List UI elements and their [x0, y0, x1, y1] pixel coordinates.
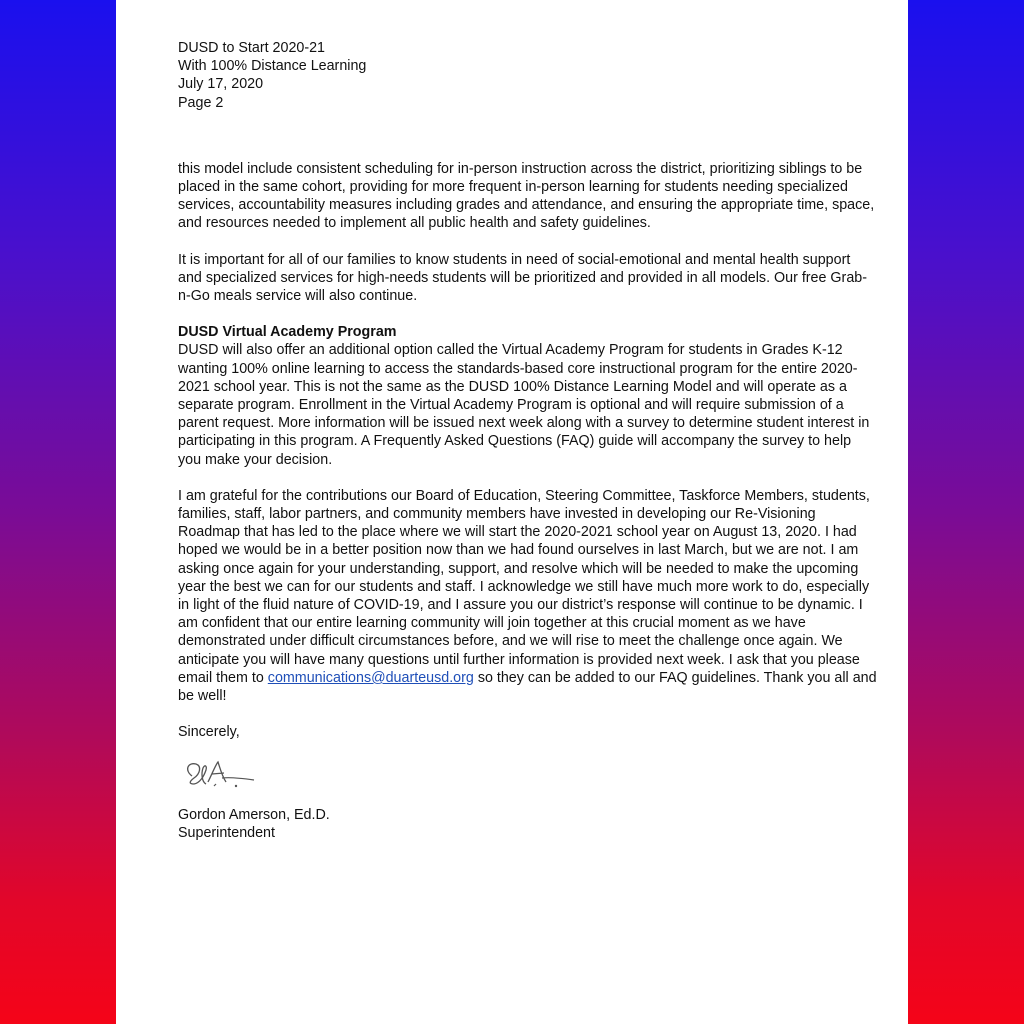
spacer — [178, 233, 878, 251]
header-title: DUSD to Start 2020-21 — [178, 40, 326, 56]
handwritten-signature — [178, 756, 878, 798]
section-title-virtual-academy: DUSD Virtual Academy Program — [178, 324, 397, 341]
signature-image — [178, 756, 268, 798]
salutation: Sincerely, — [178, 724, 240, 741]
spacer — [178, 305, 878, 323]
paragraph-support-services: It is important for all of our families to know students in need of social-emotional and mental health support and specialized services for high-needs students will be prioritized and provided in all models. Our free Grab-n-Go meals service will also continue. — [178, 251, 867, 305]
letter-page — [116, 0, 908, 1024]
header-subtitle: With 100% Distance Learning — [178, 58, 367, 75]
paragraph-gratitude — [178, 487, 878, 705]
header-page-number: Page 2 — [178, 94, 224, 111]
paragraph-model-details: this model include consistent scheduling for in-person instruction across the district, prioritizing siblings to be placed in the same cohort, providing for more frequent in-person learning for students needing specialized services, accountability measures including grades and attendance, and ensuring the appropriate time, space, and resources needed to implement all public health and safety guidelines. — [178, 160, 875, 232]
email-link[interactable]: communications@duarteusd.org — [267, 669, 474, 686]
gratitude-text: I am grateful for the contributions our Board of Education, Steering Committee, Taskforce Members, students, families, staff, labor partners, and community members have invested in developing our Re-Visioning Roadmap that has led to the place where we will start the 2020-2021 school year on August 13, 2020. I had hoped we would be in a better position now than we had found ourselves in last March, but we are not. I am asking once again for your understanding, support, and resolve which will be needed to make the upcoming year the best we can for our students and staff. I acknowledge we still have much more work to do, especially in light of the fluid nature of COVID-19, and I assure you our district’s response will continue to be dynamic. I am confident that our entire learning community will join together at this crucial moment as we have demonstrated under difficult circumstances before, and we will rise to meet the challenge once again. We anticipate you will have many questions until further information is provided next week. I ask that you please email them to — [178, 487, 870, 686]
left-gradient-border — [0, 0, 116, 1024]
right-gradient-border — [908, 0, 1024, 1024]
header-date: July 17, 2020 — [178, 76, 264, 93]
letter-header — [178, 39, 878, 112]
spacer — [178, 469, 878, 487]
gratitude-text-end: so they can be added to our FAQ guidelines. Thank you all and be well! — [178, 669, 877, 705]
signer-title: Superintendent — [178, 824, 275, 841]
spacer — [178, 112, 878, 160]
letter-content — [178, 39, 878, 842]
spacer — [178, 705, 878, 723]
paragraph-virtual-academy: DUSD will also offer an additional option called the Virtual Academy Program for students in Grades K-12 wanting 100% online learning to access the standards-based core instructional program for the entire 2020-2021 school year. This is not the same as the DUSD 100% Distance Learning Model and will operate as a separate program. Enrollment in the Virtual Academy Program is optional and will require submission of a parent request. More information will be issued next week along with a survey to determine student interest in participating in this program. A Frequently Asked Questions (FAQ) guide will accompany the survey to help you make your decision. — [178, 342, 870, 468]
signer-name: Gordon Amerson, Ed.D. — [178, 806, 330, 823]
